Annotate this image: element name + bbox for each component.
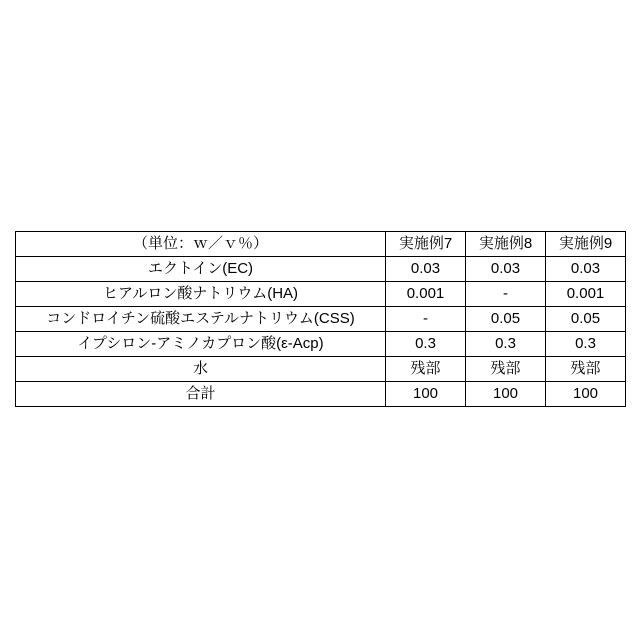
row-value: - (386, 307, 466, 332)
row-value: - (466, 282, 546, 307)
row-value: 残部 (466, 357, 546, 382)
row-label: ヒアルロン酸ナトリウム(HA) (16, 282, 386, 307)
table-row (16, 257, 626, 282)
header-example-8: 実施例8 (466, 232, 546, 257)
row-value: 0.001 (546, 282, 626, 307)
row-value: 0.05 (546, 307, 626, 332)
table-row (16, 382, 626, 407)
table-row (16, 357, 626, 382)
row-label: コンドロイチン硫酸エステルナトリウム(CSS) (16, 307, 386, 332)
table-row (16, 307, 626, 332)
row-label: エクトイン(EC) (16, 257, 386, 282)
table-row (16, 282, 626, 307)
row-label: 水 (16, 357, 386, 382)
row-value: 0.03 (386, 257, 466, 282)
row-value: 100 (546, 382, 626, 407)
row-value: 0.3 (466, 332, 546, 357)
header-example-7: 実施例7 (386, 232, 466, 257)
table-row (16, 332, 626, 357)
row-label: イプシロン-アミノカプロン酸(ε-Acp) (16, 332, 386, 357)
ingredient-table (15, 231, 626, 407)
row-value: 100 (386, 382, 466, 407)
row-value: 0.03 (546, 257, 626, 282)
header-unit-label: （単位：ｗ／ｖ％） (16, 232, 386, 257)
row-value: 0.3 (546, 332, 626, 357)
row-value: 100 (466, 382, 546, 407)
row-value: 0.001 (386, 282, 466, 307)
row-label: 合計 (16, 382, 386, 407)
row-value: 0.05 (466, 307, 546, 332)
ingredient-table-container (15, 231, 625, 407)
header-example-9: 実施例9 (546, 232, 626, 257)
row-value: 0.03 (466, 257, 546, 282)
row-value: 0.3 (386, 332, 466, 357)
row-value: 残部 (386, 357, 466, 382)
table-header-row (16, 232, 626, 257)
row-value: 残部 (546, 357, 626, 382)
